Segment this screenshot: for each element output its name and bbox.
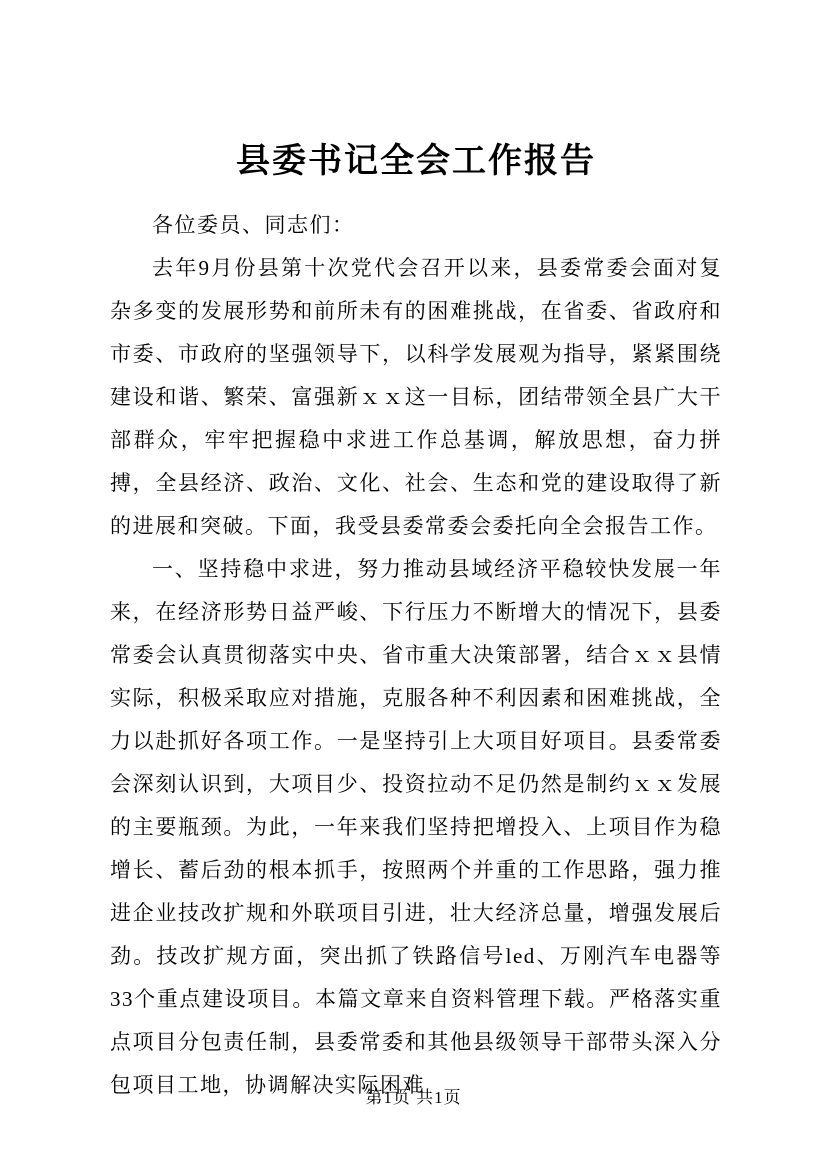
paragraph-2: 一、坚持稳中求进，努力推动县域经济平稳较快发展一年来，在经济形势日益严峻、下行压力不断增大的情况下，县委常委会认真贯彻落实中央、省市重大决策部署，结合ｘｘ县情实际，积极采取应对措施，克服各种不利因素和困难挑战，全力以赴抓好各项工作。一是坚持引上大项目好项目。县委常委会深刻认识到，大项目少、投资拉动不足仍然是制约ｘｘ发展的主要瓶颈。为此，一年来我们坚持把增投入、上项目作为稳增长、蓄后劲的根本抓手，按照两个并重的工作思路，强力推进企业技改扩规和外联项目引进，壮大经济总量，增强发展后劲。技改扩规方面，突出抓了铁路信号led、万刚汽车电器等33个重点建设项目。本篇文章来自资料管理下载。严格落实重点项目分包责任制，县委常委和其他县级领导干部带头深入分包项目工地，协调解决实际困难: [110, 556, 722, 1097]
salutation-line: 各位委员、同志们：: [152, 212, 355, 237]
page-number-footer: 第1页 共1页: [365, 1088, 462, 1107]
paragraph-1: 去年9月份县第十次党代会召开以来，县委常委会面对复杂多变的发展形势和前所未有的困难挑战，在省委、省政府和市委、市政府的坚强领导下，以科学发展观为指导，紧紧围绕建设和谐、繁荣、富强新ｘｘ这一目标，团结带领全县广大干部群众，牢牢把握稳中求进工作总基调，解放思想，奋力拼搏，全县经济、政治、文化、社会、生态和党的建设取得了新的进展和突破。下面，我受县委常委会委托向全会报告工作。: [110, 255, 722, 538]
document-title: 县委书记全会工作报告: [236, 143, 596, 180]
